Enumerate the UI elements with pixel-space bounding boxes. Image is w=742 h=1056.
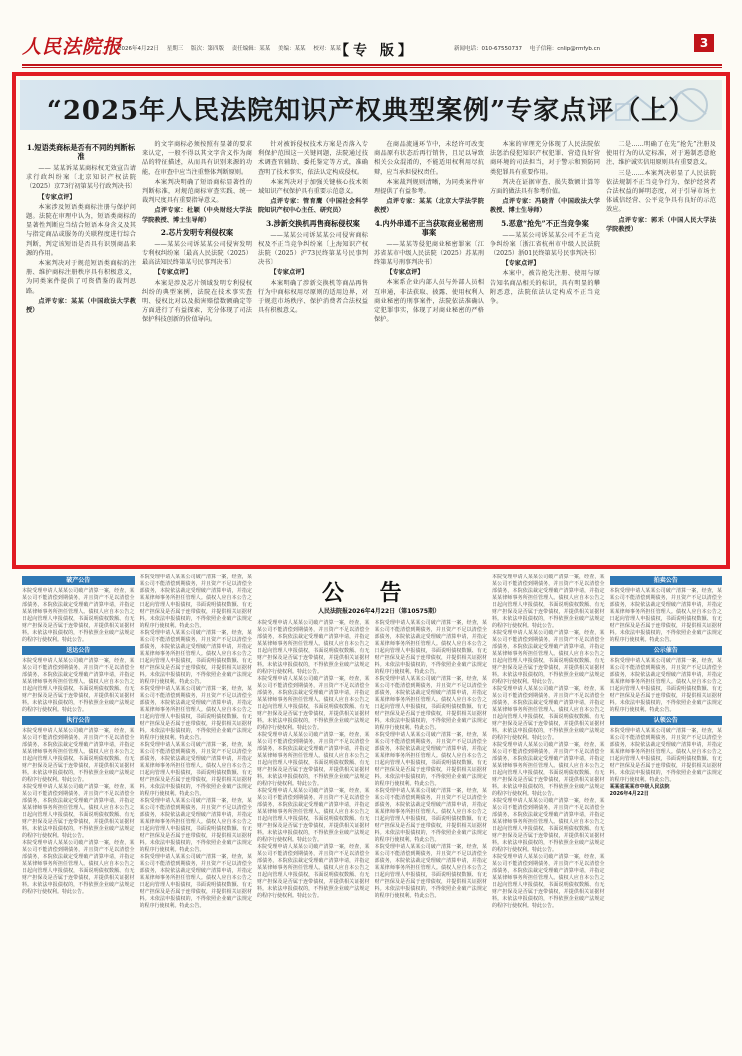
notice-title: 公 告 (318, 576, 420, 607)
case-heading: 5.恶意“抢先”不正当竞争案 (501, 218, 589, 228)
case-tag: 【专家点评】 (270, 269, 308, 277)
notice-column-1 (22, 574, 135, 1042)
notice-category-box: 认领公告 (610, 716, 723, 725)
notice-body: 本院受理申请人某某公司破产清算一案，经查，某某公司不能清偿到期债务，并且资产不足以清偿全部债务，本院依法裁定受理破产清算申请，并指定某某律师事务所担任管理人。债权人应自本公告之日起向管理人申报债权，书面说明债权数额、有无财产担保及是否属于连带债权，并提供相关证据材料。未依法申报债权的，不得依照企业破产法规定的程序行使权利。特此公告。 (139, 742, 252, 797)
notice-body: 本院受理申请人某某公司破产清算一案，经查，某某公司不能清偿到期债务，并且资产不足以清偿全部债务，本院依法裁定受理破产清算申请，并指定某某律师事务所担任管理人。债权人应自本公告之日起向管理人申报债权，书面说明债权数额、有无财产担保及是否属于连带债权，并提供相关证据材料。未依法申报债权的，不得依照企业破产法规定的程序行使权利。特此公告。 (374, 676, 487, 731)
contact-info (454, 44, 606, 52)
case-heading: 3.涉新交换机再售商标侵权案 (266, 218, 360, 228)
case-para: 本案判决明确了短语商标显著性的判断标准，对规范商标审查实践、统一裁判尺度具有重要指导意义。 (142, 178, 252, 205)
notice-body: 本院受理申请人某某公司破产清算一案，经查，某某公司不能清偿到期债务，并且资产不足以清偿全部债务，本院依法裁定受理破产清算申请，并指定某某律师事务所担任管理人。债权人应自本公告之日起向管理人申报债权，书面说明债权数额、有无财产担保及是否属于连带债权，并提供相关证据材料。未依法申报债权的，不得依照企业破产法规定的程序行使权利。特此公告。 (22, 588, 135, 643)
case-para: 本案是涉及芯片领域发明专利侵权纠纷的典型案例，法院在技术事实查明、侵权比对以及损害赔偿数额确定等方面进行了有益探索，充分体现了司法保护科技创新的价值导向。 (142, 279, 252, 324)
notice-category-box: 拍卖公告 (610, 576, 723, 585)
notice-body: 本院受理申请人某某公司破产清算一案，经查，某某公司不能清偿到期债务，并且资产不足以清偿全部债务，本院依法裁定受理破产清算申请，并指定某某律师事务所担任管理人。债权人应自本公告之日起向管理人申报债权，书面说明债权数额、有无财产担保及是否属于连带债权，并提供相关证据材料。未依法申报债权的，不得依照企业破产法规定的程序行使权利。特此公告。 (257, 844, 370, 899)
issue-edition: 版次：第四版 (191, 46, 225, 52)
case-tag: 【专家点评】 (502, 260, 540, 268)
article-column-5 (490, 140, 600, 560)
case-para: —— 某某诉某某商标权无效宣告请求行政纠纷案〔北京知识产权法院（2025）京73行初第某号行政判决书〕 (26, 165, 136, 191)
notice-column-3 (257, 574, 370, 1042)
notice-body: 本院受理申请人某某公司破产清算一案，经查，某某公司不能清偿到期债务，并且资产不足以清偿全部债务，本院依法裁定受理破产清算申请，并指定某某律师事务所担任管理人。债权人应自本公告之日起向管理人申报债权，书面说明债权数额、有无财产担保及是否属于连带债权，并提供相关证据材料。未依法申报债权的，不得依照企业破产法规定的程序行使权利。特此公告。 (22, 784, 135, 839)
notice-body: 本院受理申请人某某公司破产清算一案，经查，某某公司不能清偿到期债务，并且资产不足以清偿全部债务，本院依法裁定受理破产清算申请，并指定某某律师事务所担任管理人。债权人应自本公告之日起向管理人申报债权，书面说明债权数额、有无财产担保及是否属于连带债权，并提供相关证据材料。未依法申报债权的，不得依照企业破产法规定的程序行使权利。特此公告。 (374, 620, 487, 675)
case-para: 本案明确了涉新交换机等商品再售行为中商标权用尽原则的适用边界，对于规范市场秩序、保护消费者合法权益具有积极意义。 (258, 279, 368, 315)
contact-email: 电子信箱：cnlip@rmfyb.cn (529, 46, 601, 52)
article-column-4 (374, 140, 484, 560)
notice-body: 本院受理申请人某某公司破产清算一案，经查，某某公司不能清偿到期债务，并且资产不足以清偿全部债务，本院依法裁定受理破产清算申请，并指定某某律师事务所担任管理人。债权人应自本公告之日起向管理人申报债权，书面说明债权数额、有无财产担保及是否属于连带债权，并提供相关证据材料。未依法申报债权的，不得依照企业破产法规定的程序行使权利。特此公告。 (139, 686, 252, 741)
notice-body: 本院受理申请人某某公司破产清算一案，经查，某某公司不能清偿到期债务，并且资产不足以清偿全部债务，本院依法裁定受理破产清算申请，并指定某某律师事务所担任管理人。债权人应自本公告之日起向管理人申报债权，书面说明债权数额、有无财产担保及是否属于连带债权，并提供相关证据材料。未依法申报债权的，不得依照企业破产法规定的程序行使权利。特此公告。 (139, 630, 252, 685)
meta-item: 责任编辑：某某 (231, 46, 271, 52)
headline-banner (20, 80, 722, 130)
case-para: 本案中，被告抢先注册、使用与原告知名商品相关的标识，具有明显的攀附恶意，法院依法认定构成不正当竞争。 (490, 270, 600, 306)
case-para: 本案系企业内部人员与外部人员相互串通，非法获取、披露、使用权利人商业秘密的刑事案件，法院依法准确认定犯罪事实，体现了对商业秘密的严格保护。 (374, 279, 484, 324)
case-para: 针对被诉侵权技术方案是否落入专利保护范围这一关键问题，法院通过技术调查官辅助、委托鉴定等方式，准确查明了技术事实，依法认定构成侵权。 (258, 141, 368, 176)
header-rule (22, 64, 722, 66)
case-para: ——某某公司诉某某公司不正当竞争纠纷案〔浙江省杭州市中级人民法院（2025）浙01民终第某号民事判决书〕 (490, 231, 600, 258)
case-tag: 【专家点评】 (386, 269, 424, 277)
case-heading: 4.内外串通不正当获取商业秘密刑事案 (374, 218, 484, 237)
notice-body: 本院受理申请人某某公司破产清算一案，经查，某某公司不能清偿到期债务，并且资产不足以清偿全部债务，本院依法裁定受理破产清算申请，并指定某某律师事务所担任管理人。债权人应自本公告之日起向管理人申报债权，书面说明债权数额、有无财产担保及是否属于连带债权，并提供相关证据材料。未依法申报债权的，不得依照企业破产法规定的程序行使权利。特此公告。 (257, 620, 370, 675)
issue-weekday: 星期三 (166, 46, 184, 52)
notice-body: 本院受理申请人某某公司破产清算一案，经查，某某公司不能清偿到期债务，并且资产不足以清偿全部债务，本院依法裁定受理破产清算申请，并指定某某律师事务所担任管理人。债权人应自本公告之日起向管理人申报债权，书面说明债权数额、有无财产担保及是否属于连带债权，并提供相关证据材料。未依法申报债权的，不得依照企业破产法规定的程序行使权利。特此公告。 (609, 728, 722, 783)
meta-item: 校对：某某 (313, 46, 341, 52)
notice-body: 本院受理申请人某某公司破产清算一案，经查，某某公司不能清偿到期债务，并且资产不足以清偿全部债务，本院依法裁定受理破产清算申请，并指定某某律师事务所担任管理人。债权人应自本公告之日起向管理人申报债权，书面说明债权数额、有无财产担保及是否属于连带债权，并提供相关证据材料。未依法申报债权的，不得依照企业破产法规定的程序行使权利。特此公告。 (492, 742, 605, 797)
notice-body: 本院受理申请人某某公司破产清算一案，经查，某某公司不能清偿到期债务，并且资产不足以清偿全部债务，本院依法裁定受理破产清算申请，并指定某某律师事务所担任管理人。债权人应自本公告之日起向管理人申报债权，书面说明债权数额、有无财产担保及是否属于连带债权，并提供相关证据材料。未依法申报债权的，不得依照企业破产法规定的程序行使权利。特此公告。 (374, 788, 487, 843)
article-headline: “2025年人民法院知识产权典型案例”专家点评（上） (46, 96, 696, 126)
case-para: 本案的审理充分体现了人民法院依法惩治侵犯知识产权犯罪、营造良好营商环境的司法担当，对于警示和预防同类犯罪具有重要作用。 (490, 141, 600, 176)
article-column-6 (606, 140, 716, 560)
case-para: 二是……明确了在先“抢先”注册及使用行为的认定标准，对于遏制恶意抢注、维护诚实信用原则具有重要意义。 (606, 141, 716, 167)
case-para: ——某某公司诉某某公司侵害发明专利权纠纷案〔最高人民法院（2025）最高法知民终第某号民事判决书〕 (142, 240, 252, 267)
expert-credit: 点评专家：杜颖（中央财经大学法学院教授、博士生导师） (142, 207, 252, 224)
notice-body: 本院受理申请人某某公司破产清算一案，经查，某某公司不能清偿到期债务，并且资产不足以清偿全部债务，本院依法裁定受理破产清算申请，并指定某某律师事务所担任管理人。债权人应自本公告之日起向管理人申报债权，书面说明债权数额、有无财产担保及是否属于连带债权，并提供相关证据材料。未依法申报债权的，不得依照企业破产法规定的程序行使权利。特此公告。 (492, 686, 605, 741)
expert-credit: 点评专家：某某（北京大学法学院教授） (374, 198, 484, 215)
notice-column-4 (375, 574, 488, 1042)
notice-body: 本院受理申请人某某公司破产清算一案，经查，某某公司不能清偿到期债务，并且资产不足以清偿全部债务，本院依法裁定受理破产清算申请，并指定某某律师事务所担任管理人。债权人应自本公告之日起向管理人申报债权，书面说明债权数额、有无财产担保及是否属于连带债权，并提供相关证据材料。未依法申报债权的，不得依照企业破产法规定的程序行使权利。特此公告。 (139, 574, 252, 629)
contact-phone: 新闻电话：010-67550737 (454, 46, 522, 52)
case-heading: 1.短语类商标是否有不同的判断标准 (26, 143, 136, 161)
case-para: 三是……本案判决彰显了人民法院依法规制不正当竞争行为、保护经营者合法权益的鲜明态度，对于引导市场主体诚信经营、公平竞争具有良好的示范效应。 (606, 169, 716, 214)
notice-category-box: 破产公告 (22, 576, 135, 585)
notice-date: 2026年4月22日 (609, 791, 649, 797)
notice-body: 本院受理申请人某某公司破产清算一案，经查，某某公司不能清偿到期债务，并且资产不足以清偿全部债务，本院依法裁定受理破产清算申请，并指定某某律师事务所担任管理人。债权人应自本公告之日起向管理人申报债权，书面说明债权数额、有无财产担保及是否属于连带债权，并提供相关证据材料。未依法申报债权的，不得依照企业破产法规定的程序行使权利。特此公告。 (374, 844, 487, 899)
notice-category-box: 送达公告 (22, 646, 135, 655)
case-para: 在商品流通环节中，未经许可改变商品原有状态后再行销售，且足以导致相关公众混淆的，不能适用权利用尽抗辩，应当承担侵权责任。 (374, 141, 484, 176)
notice-body: 本院受理申请人某某公司破产清算一案，经查，某某公司不能清偿到期债务，并且资产不足以清偿全部债务，本院依法裁定受理破产清算申请，并指定某某律师事务所担任管理人。债权人应自本公告之日起向管理人申报债权，书面说明债权数额、有无财产担保及是否属于连带债权，并提供相关证据材料。未依法申报债权的，不得依照企业破产法规定的程序行使权利。特此公告。 (609, 588, 722, 643)
notice-body: 本院受理申请人某某公司破产清算一案，经查，某某公司不能清偿到期债务，并且资产不足以清偿全部债务，本院依法裁定受理破产清算申请，并指定某某律师事务所担任管理人。债权人应自本公告之日起向管理人申报债权，书面说明债权数额、有无财产担保及是否属于连带债权，并提供相关证据材料。未依法申报债权的，不得依照企业破产法规定的程序行使权利。特此公告。 (22, 658, 135, 713)
case-para: 判决在证据审查、损失数额计算等方面的做法具有参考价值。 (490, 178, 600, 196)
case-para: ——某某公司诉某某公司侵害商标权及不正当竞争纠纷案〔上海知识产权法院（2025）沪73民终第某号民事判决书〕 (258, 231, 368, 267)
article-column-1 (26, 140, 136, 560)
notice-column-2 (140, 574, 253, 1042)
notice-body: 本院受理申请人某某公司破产清算一案，经查，某某公司不能清偿到期债务，并且资产不足以清偿全部债务，本院依法裁定受理破产清算申请，并指定某某律师事务所担任管理人。债权人应自本公告之日起向管理人申报债权，书面说明债权数额、有无财产担保及是否属于连带债权，并提供相关证据材料。未依法申报债权的，不得依照企业破产法规定的程序行使权利。特此公告。 (139, 798, 252, 853)
feature-article[interactable] (12, 72, 730, 569)
notice-column-5 (492, 574, 605, 1042)
notice-body: 本院受理申请人某某公司破产清算一案，经查，某某公司不能清偿到期债务，并且资产不足以清偿全部债务，本院依法裁定受理破产清算申请，并指定某某律师事务所担任管理人。债权人应自本公告之日起向管理人申报债权，书面说明债权数额、有无财产担保及是否属于连带债权，并提供相关证据材料。未依法申报债权的，不得依照企业破产法规定的程序行使权利。特此公告。 (257, 676, 370, 731)
expert-credit: 点评专家：管育鹰（中国社会科学院知识产权中心主任、研究员） (258, 198, 368, 215)
case-para: ——某某等侵犯商业秘密罪案〔江苏省某市中级人民法院（2025）苏某刑终第某号刑事判决书〕 (374, 240, 484, 267)
notice-body: 本院受理申请人某某公司破产清算一案，经查，某某公司不能清偿到期债务，并且资产不足以清偿全部债务，本院依法裁定受理破产清算申请，并指定某某律师事务所担任管理人。债权人应自本公告之日起向管理人申报债权，书面说明债权数额、有无财产担保及是否属于连带债权，并提供相关证据材料。未依法申报债权的，不得依照企业破产法规定的程序行使权利。特此公告。 (609, 658, 722, 713)
issue-meta (118, 44, 347, 52)
section-label: 【专 版】 (335, 43, 416, 59)
case-para: 本案判决对于加强关键核心技术领域知识产权保护具有重要示范意义。 (258, 178, 368, 196)
case-para: 的文字商标必须按照有显著的要求来认定，一般不得以其文字含义作为商品的特征描述，从而具有识别来源的功能，在审查中应当注重整体判断原则。 (142, 141, 252, 176)
newspaper-logo: 人民法院报 (22, 36, 123, 58)
notice-category-box: 公示催告 (610, 646, 723, 655)
notice-body: 本院受理申请人某某公司破产清算一案，经查，某某公司不能清偿到期债务，并且资产不足以清偿全部债务，本院依法裁定受理破产清算申请，并指定某某律师事务所担任管理人。债权人应自本公告之日起向管理人申报债权，书面说明债权数额、有无财产担保及是否属于连带债权，并提供相关证据材料。未依法申报债权的，不得依照企业破产法规定的程序行使权利。特此公告。 (257, 788, 370, 843)
issue-date: 2026年4月22日 (118, 46, 159, 52)
case-para: 本案裁判规则清晰，为同类案件审理提供了有益参考。 (374, 178, 484, 196)
notice-subtitle: 人民法院报2026年4月22日（第10575期） (304, 606, 454, 615)
notice-body: 本院受理申请人某某公司破产清算一案，经查，某某公司不能清偿到期债务，并且资产不足以清偿全部债务，本院依法裁定受理破产清算申请，并指定某某律师事务所担任管理人。债权人应自本公告之日起向管理人申报债权，书面说明债权数额、有无财产担保及是否属于连带债权，并提供相关证据材料。未依法申报债权的，不得依照企业破产法规定的程序行使权利。特此公告。 (22, 728, 135, 783)
case-tag: 【专家点评】 (154, 269, 192, 277)
notice-body: 本院受理申请人某某公司破产清算一案，经查，某某公司不能清偿到期债务，并且资产不足以清偿全部债务，本院依法裁定受理破产清算申请，并指定某某律师事务所担任管理人。债权人应自本公告之日起向管理人申报债权，书面说明债权数额、有无财产担保及是否属于连带债权，并提供相关证据材料。未依法申报债权的，不得依照企业破产法规定的程序行使权利。特此公告。 (374, 732, 487, 787)
notice-body: 本院受理申请人某某公司破产清算一案，经查，某某公司不能清偿到期债务，并且资产不足以清偿全部债务，本院依法裁定受理破产清算申请，并指定某某律师事务所担任管理人。债权人应自本公告之日起向管理人申报债权，书面说明债权数额、有无财产担保及是否属于连带债权，并提供相关证据材料。未依法申报债权的，不得依照企业破产法规定的程序行使权利。特此公告。 (257, 732, 370, 787)
notice-body: 本院受理申请人某某公司破产清算一案，经查，某某公司不能清偿到期债务，并且资产不足以清偿全部债务，本院依法裁定受理破产清算申请，并指定某某律师事务所担任管理人。债权人应自本公告之日起向管理人申报债权，书面说明债权数额、有无财产担保及是否属于连带债权，并提供相关证据材料。未依法申报债权的，不得依照企业破产法规定的程序行使权利。特此公告。 (139, 854, 252, 909)
notice-column-6 (610, 574, 723, 1042)
article-column-3 (258, 140, 368, 560)
notice-section (22, 574, 722, 1042)
case-heading: 2.芯片发明专利侵权案 (160, 227, 234, 237)
article-columns (26, 140, 716, 560)
expert-credit: 点评专家：冯晓青（中国政法大学教授、博士生导师） (490, 198, 600, 215)
page-number: 3 (694, 34, 714, 52)
case-para: 本案判决对于规范短语类商标的注册、维护商标注册秩序具有积极意义，为同类案件提供了可资借鉴的裁判思路。 (26, 260, 136, 295)
notice-body: 本院受理申请人某某公司破产清算一案，经查，某某公司不能清偿到期债务，并且资产不足以清偿全部债务，本院依法裁定受理破产清算申请，并指定某某律师事务所担任管理人。债权人应自本公告之日起向管理人申报债权，书面说明债权数额、有无财产担保及是否属于连带债权，并提供相关证据材料。未依法申报债权的，不得依照企业破产法规定的程序行使权利。特此公告。 (492, 630, 605, 685)
case-tag: 【专家点评】 (38, 193, 76, 201)
notice-body: 本院受理申请人某某公司破产清算一案，经查，某某公司不能清偿到期债务，并且资产不足以清偿全部债务，本院依法裁定受理破产清算申请，并指定某某律师事务所担任管理人。债权人应自本公告之日起向管理人申报债权，书面说明债权数额、有无财产担保及是否属于连带债权，并提供相关证据材料。未依法申报债权的，不得依照企业破产法规定的程序行使权利。特此公告。 (22, 840, 135, 895)
masthead (22, 32, 722, 62)
article-column-2 (142, 140, 252, 560)
header-rule-thin (22, 67, 722, 68)
expert-credit: 点评专家：郭禾（中国人民大学法学院教授） (606, 216, 716, 233)
notice-columns (22, 574, 722, 1042)
notice-category-box: 执行公告 (22, 716, 135, 725)
case-para: 本案涉及短语类商标注册与保护问题。法院在审理中认为，短语类商标的显著性判断应当结合短语本身含义及其与指定商品或服务的关联程度进行综合判断，判定该短语是否具有识别商品来源的作用。 (26, 203, 136, 257)
notice-body: 本院受理申请人某某公司破产清算一案，经查，某某公司不能清偿到期债务，并且资产不足以清偿全部债务，本院依法裁定受理破产清算申请，并指定某某律师事务所担任管理人。债权人应自本公告之日起向管理人申报债权，书面说明债权数额、有无财产担保及是否属于连带债权，并提供相关证据材料。未依法申报债权的，不得依照企业破产法规定的程序行使权利。特此公告。 (492, 574, 605, 629)
notice-body: 本院受理申请人某某公司破产清算一案，经查，某某公司不能清偿到期债务，并且资产不足以清偿全部债务，本院依法裁定受理破产清算申请，并指定某某律师事务所担任管理人。债权人应自本公告之日起向管理人申报债权，书面说明债权数额、有无财产担保及是否属于连带债权，并提供相关证据材料。未依法申报债权的，不得依照企业破产法规定的程序行使权利。特此公告。 (492, 854, 605, 909)
meta-item: 美编：某某 (278, 46, 306, 52)
expert-credit: 点评专家：某某（中国政法大学教授） (26, 297, 136, 315)
notice-body: 本院受理申请人某某公司破产清算一案，经查，某某公司不能清偿到期债务，并且资产不足以清偿全部债务，本院依法裁定受理破产清算申请，并指定某某律师事务所担任管理人。债权人应自本公告之日起向管理人申报债权，书面说明债权数额、有无财产担保及是否属于连带债权，并提供相关证据材料。未依法申报债权的，不得依照企业破产法规定的程序行使权利。特此公告。 (492, 798, 605, 853)
notice-court-name: 某某省某某市中级人民法院 (609, 784, 670, 790)
